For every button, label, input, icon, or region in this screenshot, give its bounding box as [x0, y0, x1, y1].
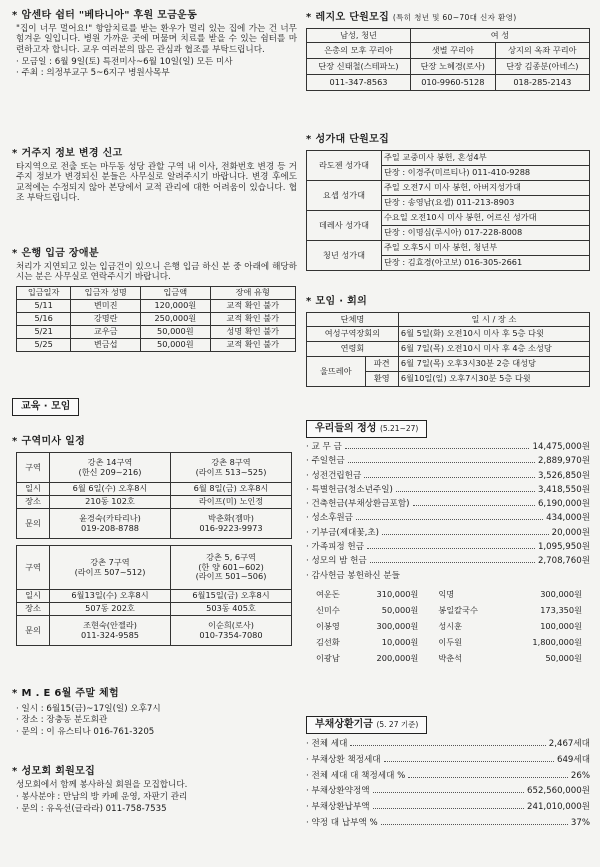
table-cell: 250,000원	[141, 312, 210, 325]
row-label: 일시	[17, 483, 50, 496]
table-row	[307, 75, 590, 91]
contact-name: 윤경숙(카타리나)	[79, 512, 141, 523]
table-cell: 상지의 옥좌 꾸리아	[495, 43, 589, 59]
table-cell: 교우금	[71, 325, 141, 338]
contact-name: 이순희(로사)	[208, 619, 254, 630]
table-row: 이봉영 300,000원 성시훈 100,000원	[316, 621, 582, 632]
table-header: 입금일자	[17, 286, 71, 299]
list-item: · 봉사분야 : 만남의 방 카페 운영, 자판기 관리	[16, 792, 188, 803]
mass-date: 6월 8일(금) 오후8시	[171, 483, 292, 496]
table-cell: 5/11	[17, 299, 71, 312]
district-name: 강촌 5, 6구역	[206, 551, 256, 562]
table-row	[307, 357, 590, 372]
contact-name: 조현숙(안젤라)	[83, 619, 137, 630]
table-cell: 교적 확인 불가	[210, 312, 296, 325]
table-cell: 5/25	[17, 338, 71, 351]
offerings-label: 우리들의 정성	[315, 423, 377, 434]
list-item: · 주일헌금 2,889,970원	[306, 456, 590, 467]
star-icon: *	[306, 12, 312, 23]
table-cell: 50,000원	[141, 338, 210, 351]
choir-recruit-section	[306, 134, 590, 271]
star-icon: *	[12, 766, 18, 777]
district-mass-section	[12, 436, 297, 646]
list-item: · 성소후원금 434,000원	[306, 513, 590, 524]
table-header: 일 시 / 장 소	[398, 313, 589, 327]
table-cell: 5/16	[17, 312, 71, 325]
mass-place: 라이프(미) 노인정	[171, 496, 292, 509]
list-item: · 주최 : 의정부교구 5~6지구 병원사목부	[16, 68, 170, 79]
section-text: 처리가 지연되고 있는 입금건이 있으니 은행 입금 하신 분 중 아래에 해당하시는 분은 사무실로 연락주시기 바랍니다.	[16, 262, 297, 283]
row-label: 일시	[17, 590, 50, 603]
district-range: (한 양 601~602)	[198, 561, 264, 572]
group-name: 여성구역장회의	[307, 327, 399, 342]
contact-phone: 011-324-9585	[80, 629, 139, 640]
list-item: · 특별헌금(청소년주일) 3,418,550원	[306, 484, 590, 495]
list-item: · 부채상환 책정세대 649세대	[306, 754, 590, 765]
offerings-section	[306, 420, 590, 667]
choir-table	[306, 150, 590, 271]
star-icon: *	[12, 436, 18, 447]
choir-leader: 단장 : 이명심(루시아) 017-228-8008	[382, 226, 590, 241]
table-cell: 샛별 꾸리아	[410, 43, 495, 59]
list-item: · 부채상환납부액 241,010,000원	[306, 802, 590, 813]
debt-fund-section	[306, 716, 590, 834]
legio-recruit-section	[306, 12, 590, 91]
choir-name: 청년 성가대	[307, 241, 382, 271]
list-item: · 장소 : 장충동 분도회관	[16, 715, 108, 726]
mass-date: 6월15일(금) 오후8시	[171, 590, 292, 603]
table-row: 이광남 200,000원 박춘석 50,000원	[316, 653, 582, 664]
section-title: 성모회 회원모집	[21, 766, 96, 777]
table-cell: 120,000원	[141, 299, 210, 312]
meeting-time: 6월10일(일) 오후7시30분 5층 다윗	[398, 372, 589, 387]
choir-info: 주일 오후5시 미사 봉헌, 청년부	[382, 241, 590, 256]
table-header: 입금자 성명	[71, 286, 141, 299]
section-text: "집이 너무 멀어요!" 항암치료를 받는 환우가 멀리 있는 집에 가는 건 너무 힘겨운 일입니다. 병원 가까운 곳에 머물며 치료를 받을 수 있는 쉼터를 마련하고자 합니다. 교우 여러분의 많은 관심과 협조를 부탁드립니다.	[16, 24, 297, 55]
offerings-list	[306, 442, 590, 585]
list-item: · 건축헌금(부채상환금포함) 6,190,000원	[306, 499, 590, 510]
table-row	[307, 327, 590, 342]
section-title: M . E 6월 주말 체험	[21, 688, 119, 699]
education-meetings-label: 교육 · 모임	[12, 398, 79, 416]
table-cell: 교적 확인 불가	[210, 338, 296, 351]
table-row: 김선화 10,000원 이두원 1,800,000원	[316, 637, 582, 648]
star-icon: *	[306, 134, 312, 145]
table-cell: 은총의 모후 꾸리아	[307, 43, 411, 59]
table-header: 단체명	[307, 313, 399, 327]
row-label: 문의	[17, 509, 50, 539]
offerings-date: (5.21~27)	[379, 424, 419, 433]
list-item: · 성전건립헌금 3,526,850원	[306, 470, 590, 481]
list-item: · 전체 세대 대 책정세대 % 26%	[306, 770, 590, 781]
mothers-society-section	[12, 766, 297, 815]
star-icon: *	[12, 688, 18, 699]
list-item: · 가족피정 헌금 1,095,950원	[306, 542, 590, 553]
list-item: · 기부금(제대꽃,초) 20,000원	[306, 527, 590, 538]
row-label: 구역	[17, 453, 50, 483]
donors-table	[314, 587, 584, 667]
table-cell: 변미진	[71, 299, 141, 312]
debt-fund-list	[306, 739, 590, 834]
row-label: 문의	[17, 616, 50, 646]
choir-leader: 단장 : 김효경(아고보) 016-305-2661	[382, 256, 590, 271]
meeting-time: 6월 7일(목) 오전10시 미사 후 4층 소성당	[398, 342, 589, 357]
table-cell: 단장 노혜경(로사)	[410, 59, 495, 75]
debt-fund-label: 부채상환기금	[315, 719, 373, 730]
mass-date: 6월 6일(수) 오후8시	[50, 483, 171, 496]
table-cell: 교적 확인 불가	[210, 299, 296, 312]
choir-name: 라도젠 성가대	[307, 151, 382, 181]
list-item: · 문의 : 이 유스티나 016-761-3205	[16, 726, 155, 737]
district-mass-table-2	[16, 545, 292, 646]
meeting-time: 6월 5일(화) 오전10시 미사 후 5층 다윗	[398, 327, 589, 342]
table-cell: 변금섭	[71, 338, 141, 351]
district-range: (한신 209~216)	[78, 466, 142, 477]
contact-name: 박춘화(젬마)	[208, 512, 254, 523]
district-range: (라이프 507~512)	[74, 566, 146, 577]
contact-phone: 010-7354-7080	[199, 629, 263, 640]
table-header: 장애 유형	[210, 286, 296, 299]
section-title: 구역미사 일정	[21, 436, 86, 447]
donors-title: · 감사헌금 봉헌하신 분들	[306, 570, 400, 581]
sub-label: 파견	[365, 357, 398, 372]
district-name: 강촌 8구역	[211, 456, 251, 467]
section-text: 타지역으로 전출 또는 마두동 성당 관할 구역 내 이사, 전화번호 변경 등 거주지 정보가 변경되신 분들은 사무실로 알려주시기 바랍니다. 변경 후에도 교적에는 수정되지 않아 본당에서 교적 관리에 대한 어려움이 있습니다. 협조 부탁드립니다.	[16, 162, 297, 203]
mass-place: 210동 102호	[50, 496, 171, 509]
meetings-section	[306, 296, 590, 387]
table-cell: 011-347-8563	[307, 75, 411, 91]
bank-deposit-section	[12, 248, 297, 352]
choir-info: 수요일 오전10시 미사 봉헌, 어르신 성가대	[382, 211, 590, 226]
table-row	[17, 299, 296, 312]
legio-table	[306, 28, 590, 91]
district-range: (라이프 513~525)	[195, 466, 267, 477]
list-item: · 문의 : 유옥선(글라라) 011-758-7535	[16, 803, 167, 814]
table-cell: 5/21	[17, 325, 71, 338]
list-item: · 부채상환약정액 652,560,000원	[306, 786, 590, 797]
table-row	[307, 342, 590, 357]
me-weekend-section	[12, 688, 297, 738]
mass-place: 507동 202호	[50, 603, 171, 616]
table-row	[17, 312, 296, 325]
meetings-table	[306, 312, 590, 387]
group-name: 연령회	[307, 342, 399, 357]
meeting-time: 6월 7일(목) 오후3시30분 2층 대성당	[398, 357, 589, 372]
debt-fund-date: (5. 27 기준)	[376, 720, 419, 729]
district-range: (라이프 501~506)	[195, 571, 267, 582]
table-row: 신미수 50,000원 봉일칼국수 173,350원	[316, 605, 582, 616]
group-name: 울뜨레아	[307, 357, 366, 387]
list-item: · 일시 : 6월15(금)~17일(일) 오후7시	[16, 704, 161, 714]
contact-phone: 019-208-8788	[80, 522, 139, 533]
table-cell: 018-285-2143	[495, 75, 589, 91]
table-row	[307, 43, 590, 59]
table-header: 남성, 청년	[307, 29, 411, 43]
table-cell: 단장 김종분(아녜스)	[495, 59, 589, 75]
table-cell: 단장 신태철(스테파노)	[307, 59, 411, 75]
table-header: 입금액	[141, 286, 210, 299]
shelter-fundraising-section	[12, 10, 297, 80]
list-item: · 모금일 : 6월 9일(토) 특전미사~6월 10일(일) 모든 미사	[16, 56, 233, 67]
choir-leader: 단장 : 이경주(미르티나) 011-410-9288	[382, 166, 590, 181]
star-icon: *	[306, 296, 312, 307]
section-note: (특히 청년 및 60~70대 신자 환영)	[392, 13, 517, 22]
star-icon: *	[12, 10, 18, 21]
address-change-section	[12, 148, 297, 203]
table-row	[17, 325, 296, 338]
choir-name: 요셉 성가대	[307, 181, 382, 211]
section-title: 암센타 쉼터 "베타니아" 후원 모금운동	[21, 10, 198, 21]
section-title: 레지오 단원모집	[315, 12, 390, 23]
table-cell: 강명란	[71, 312, 141, 325]
contact-phone: 016-9223-9973	[199, 522, 263, 533]
mass-date: 6월13일(수) 오후8시	[50, 590, 171, 603]
list-item: · 전체 세대 2,467세대	[306, 739, 590, 749]
table-row: 여운돈 310,000원 익명 300,000원	[316, 589, 582, 600]
table-row	[307, 59, 590, 75]
choir-name: 데레사 성가대	[307, 211, 382, 241]
table-header: 여 성	[410, 29, 589, 43]
list-item: · 교 무 금 14,475,000원	[306, 442, 590, 452]
section-title: 거주지 정보 변경 신고	[21, 148, 123, 159]
row-label: 구역	[17, 546, 50, 590]
district-name: 강촌 7구역	[90, 556, 130, 567]
section-title: 모임 · 회의	[315, 296, 368, 307]
district-mass-table-1	[16, 452, 292, 539]
list-item: · 약정 대 납부액 % 37%	[306, 817, 590, 828]
table-cell: 010-9960-5128	[410, 75, 495, 91]
star-icon: *	[12, 148, 18, 159]
row-label: 장소	[17, 496, 50, 509]
sub-label: 환영	[365, 372, 398, 387]
choir-info: 주일 교중미사 봉헌, 혼성4부	[382, 151, 590, 166]
star-icon: *	[12, 248, 18, 259]
section-text: 성모회에서 함께 봉사하실 회원을 모집합니다.	[16, 780, 188, 790]
choir-leader: 단장 : 송영남(요셉) 011-213-8903	[382, 196, 590, 211]
district-name: 강촌 14구역	[87, 456, 133, 467]
section-title: 성가대 단원모집	[315, 134, 390, 145]
table-cell: 50,000원	[141, 325, 210, 338]
choir-info: 주일 오전7시 미사 봉헌, 아버지성가대	[382, 181, 590, 196]
mass-place: 503동 405호	[171, 603, 292, 616]
table-cell: 성명 확인 불가	[210, 325, 296, 338]
table-row	[17, 338, 296, 351]
row-label: 장소	[17, 603, 50, 616]
deposit-table	[16, 286, 296, 352]
list-item: · 성모의 밤 헌금 2,708,760원	[306, 556, 590, 567]
section-title: 은행 입금 장애분	[21, 248, 99, 259]
